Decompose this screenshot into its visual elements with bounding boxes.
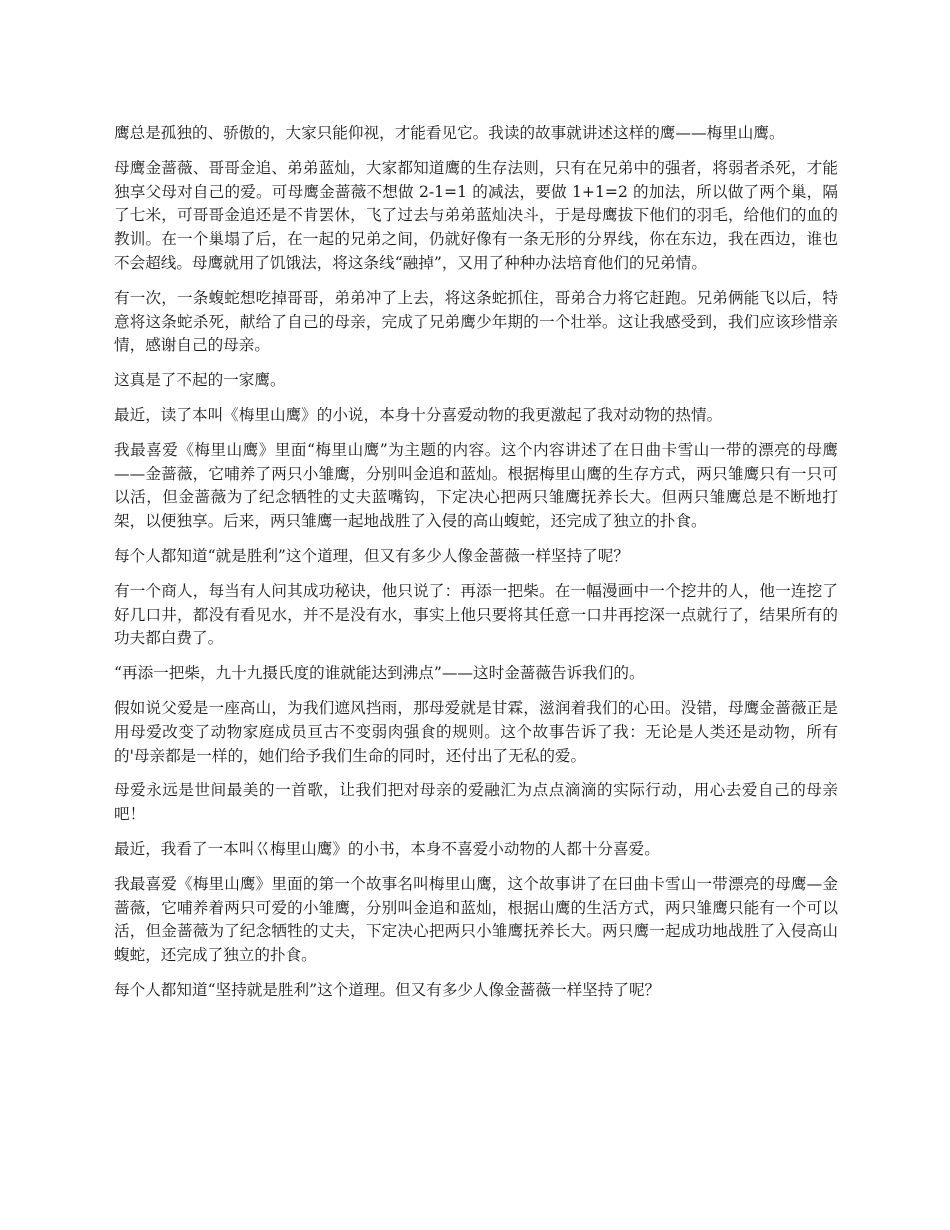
paragraph-1: 鹰总是孤独的、骄傲的，大家只能仰视，才能看见它。我读的故事就讲述这样的鹰——梅里山鹰。 [114, 124, 785, 142]
paragraph-7: 每个人都知道“就是胜利”这个道理，但又有多少人像金蔷薇一样坚持了呢？ [114, 546, 629, 565]
document-body [114, 122, 838, 1014]
paragraph-6: 我最喜爱《梅里山鹰》里面“梅里山鹰”为主题的内容。这个内容讲述了在日曲卡雪山一带的漂亮的母鹰——金蔷薇，它哺养了两只小雏鹰，分别叫金追和蓝灿。根据梅里山鹰的生存方式，两只雏鹰只有一只可以活，但金蔷薇为了纪念牺牲的丈夫蓝嘴钩，下定决心把两只雏鹰抚养长大。但两只雏鹰总是不断地打架，以便独享。后来，两只雏鹰一起地战胜了入侵的高山蝮蛇，还完成了独立的扑食。 [114, 440, 838, 531]
paragraph-14: 每个人都知道“坚持就是胜利”这个道理。但又有多少人像金蔷薇一样坚持了呢？ [114, 980, 661, 999]
paragraph-4: 这真是了不起的一家鹰。 [114, 371, 286, 390]
paragraph-5: 最近，读了本叫《梅里山鹰》的小说，本身十分喜爱动物的我更激起了我对动物的热情。 [114, 405, 723, 424]
paragraph-3: 有一次，一条蝮蛇想吃掉哥哥，弟弟冲了上去，将这条蛇抓住，哥弟合力将它赶跑。兄弟俩能飞以后，特意将这条蛇杀死，献给了自己的母亲，完成了兄弟鹰少年期的一个壮举。这让我感受到，我们应该珍惜亲情，感谢自己的母亲。 [114, 288, 838, 355]
paragraph-10: 假如说父爱是一座高山，为我们遮风挡雨，那母爱就是甘霖，滋润着我们的心田。没错，母鹰金蔷薇正是用母爱改变了动物家庭成员亘古不变弱肉强食的规则。这个故事告诉了我：无论是人类还是动物，所有的'母亲都是一样的，她们给予我们生命的同时，还付出了无私的爱。 [114, 698, 838, 765]
paragraph-2: 母鹰金蔷薇、哥哥金追、弟弟蓝灿，大家都知道鹰的生存法则，只有在兄弟中的强者，将弱者杀死，才能独享父母对自己的爱。可母鹰金蔷薇不想做 2-1=1 的减法，要做 1+1=2 的加法，所以做了两个巢，隔了七米，可哥哥金追还是不肯罢休，飞了过去与弟弟蓝灿决斗，于是母鹰拔下他们的羽毛，给他们的血的教训。在一个巢塌了后，在一起的兄弟之间，仍就好像有一条无形的分界线，你在东边，我在西边，谁也不会超线。母鹰就用了饥饿法，将这条线“融掉”，又用了种种办法培育他们的兄弟情。 [114, 158, 838, 272]
paragraph-13: 我最喜爱《梅里山鹰》里面的第一个故事名叫梅里山鹰，这个故事讲了在曰曲卡雪山一带漂亮的母鹰—金蔷薇，它哺养着两只可爱的小雏鹰，分别叫金追和蓝灿，根据山鹰的生活方式，两只雏鹰只能有一个可以活，但金蔷薇为了纪念牺牲的丈夫，下定决心把两只小雏鹰抚养长大。两只鹰一起成功地战胜了入侵高山蝮蛇，还完成了独立的扑食。 [114, 874, 838, 965]
paragraph-9: “再添一把柴，九十九摄氏度的谁就能达到沸点”——这时金蔷薇告诉我们的。 [114, 664, 645, 683]
paragraph-11: 母爱永远是世间最美的一首歌，让我们把对母亲的爱融汇为点点滴滴的实际行动，用心去爱自己的母亲吧！ [114, 781, 838, 824]
paragraph-12: 最近，我看了一本叫巜梅里山鹰》的小书，本身不喜爱小动物的人都十分喜爱。 [114, 839, 660, 858]
paragraph-8: 有一个商人，每当有人问其成功秘诀，他只说了：再添一把柴。在一幅漫画中一个挖井的人，他一连挖了好几口井，都没有看见水，并不是没有水，事实上他只要将其任意一口井再挖深一点就行了，结果所有的功夫都白费了。 [114, 581, 838, 648]
